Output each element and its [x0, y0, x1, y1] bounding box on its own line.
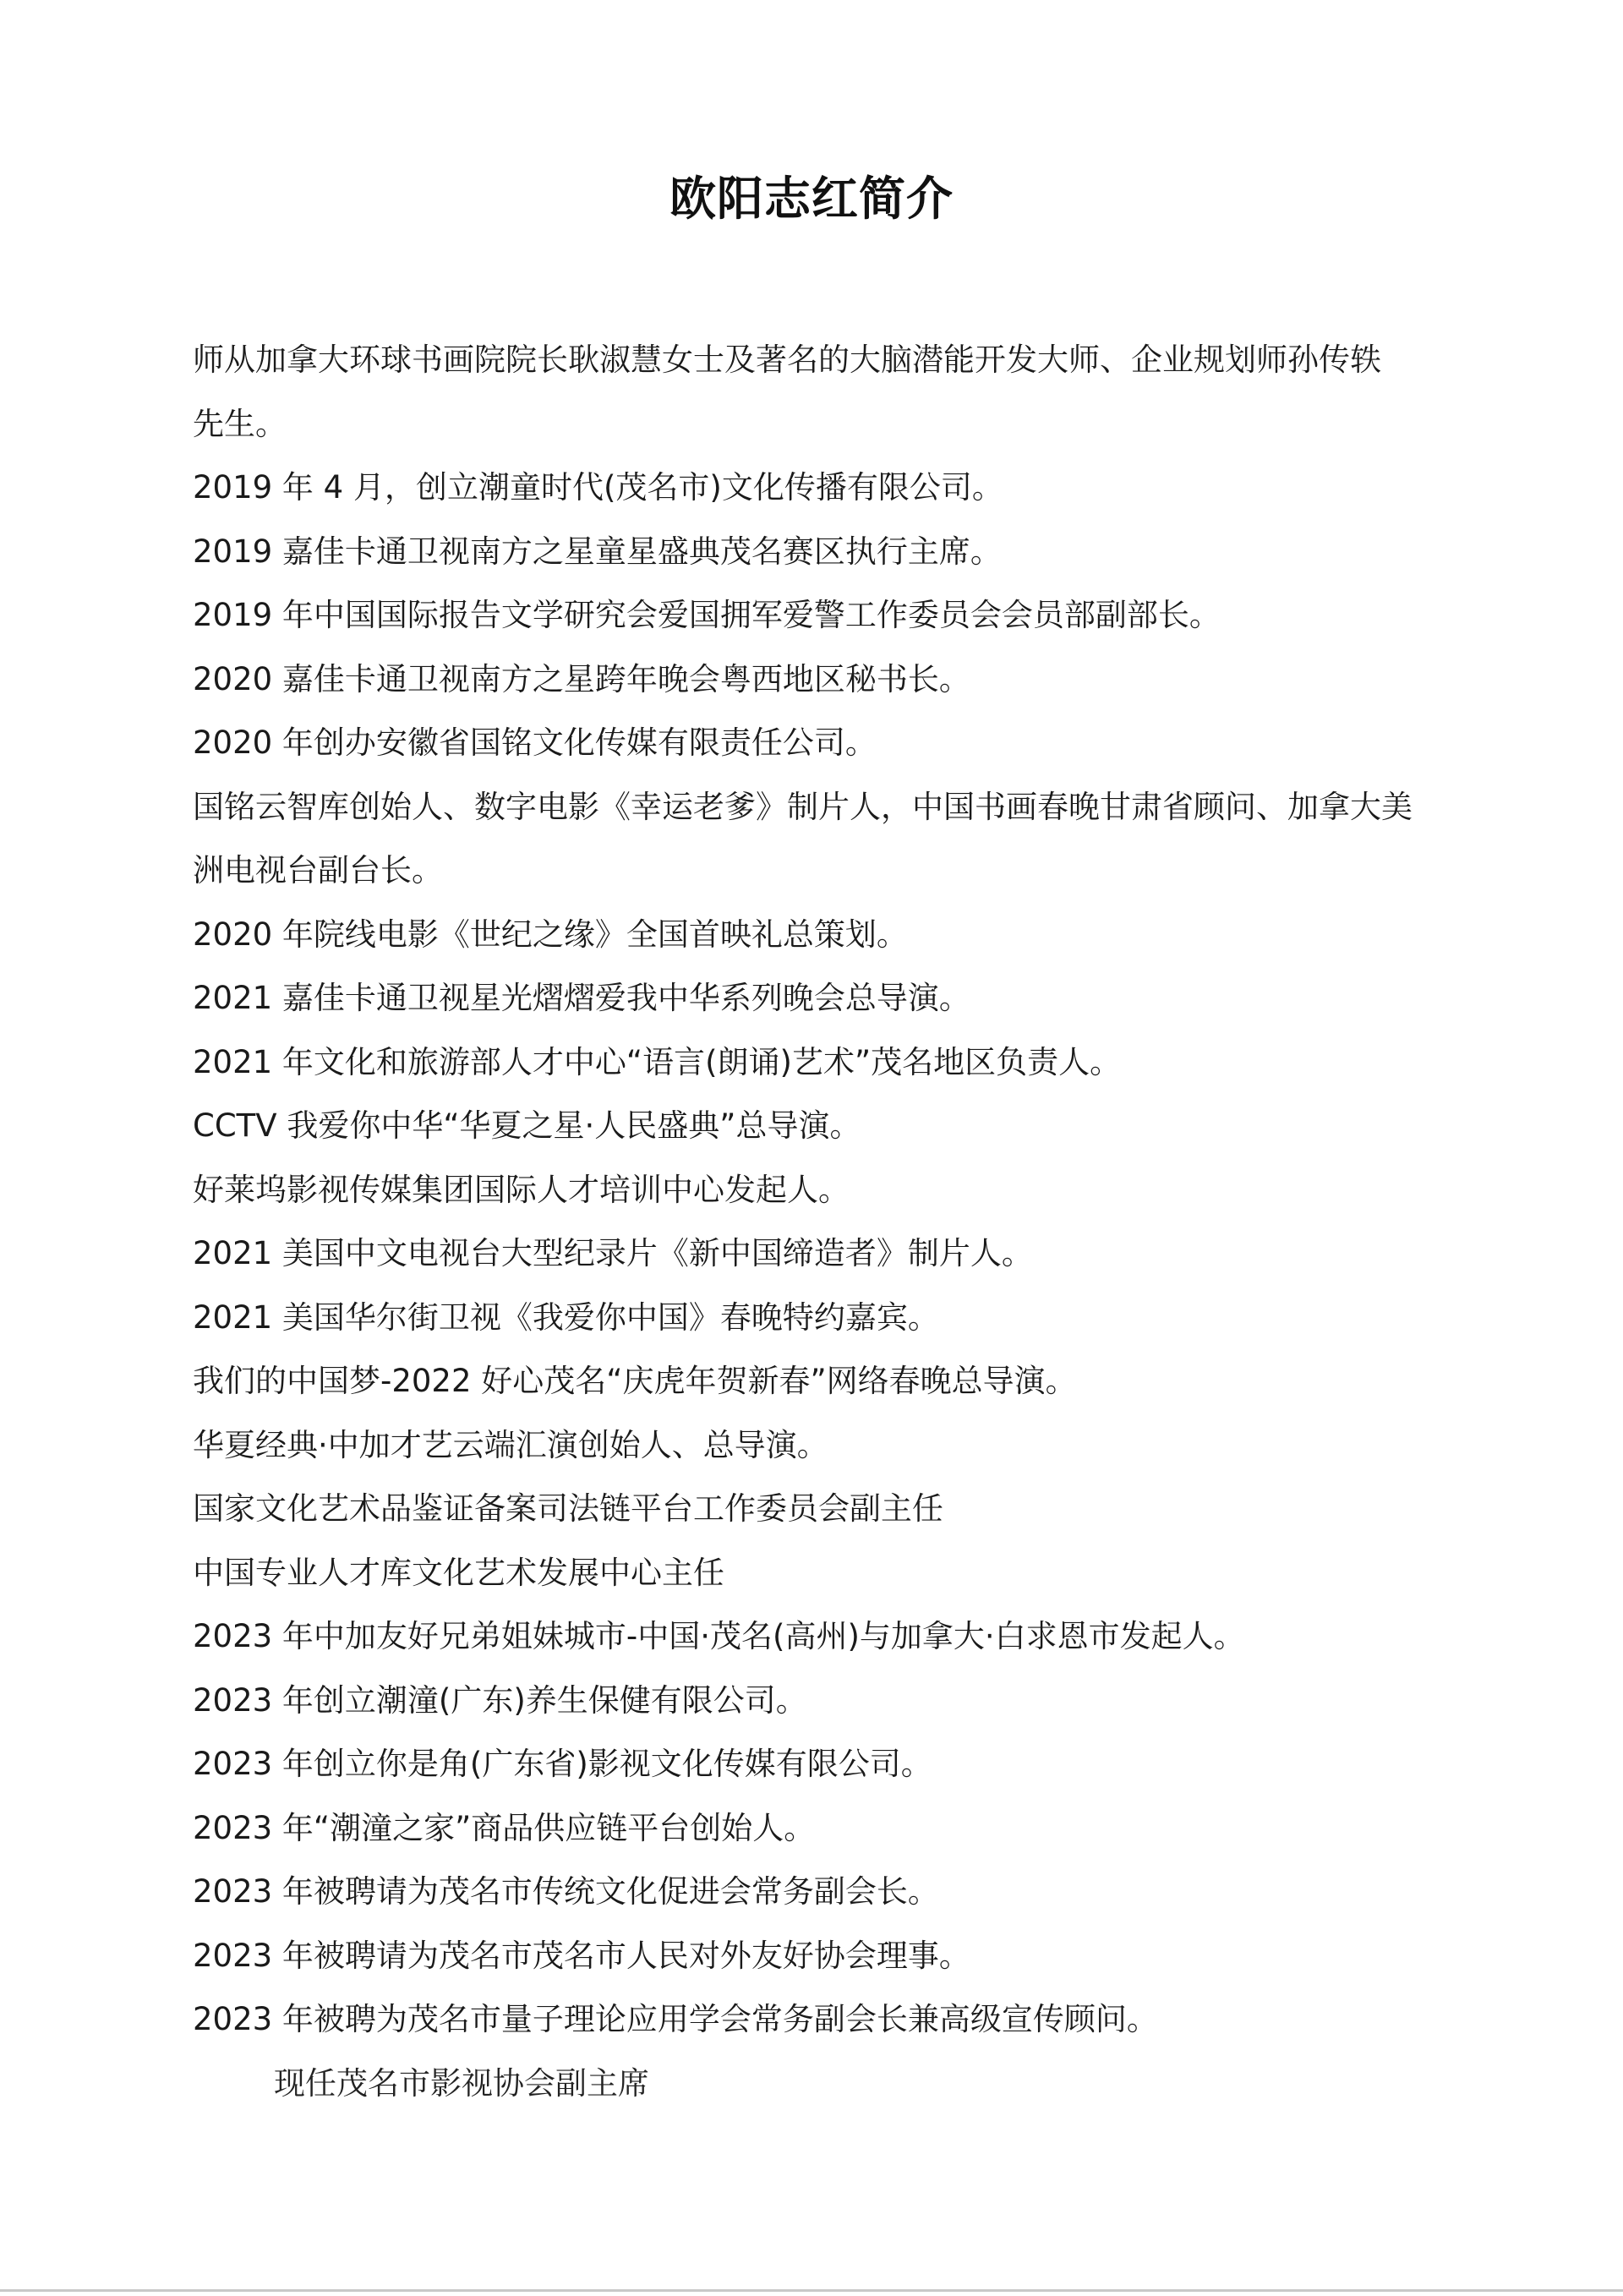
closing-line: 现任茂名市影视协会副主席	[274, 2064, 649, 2102]
text-line: 2021 美国中文电视台大型纪录片《新中国缔造者》制片人。	[193, 1235, 1033, 1271]
text-line: 2023 年中加友好兄弟姐妹城市-中国·茂名(高州)与加拿大·白求恩市发起人。	[193, 1618, 1245, 1654]
text-line: 2021 嘉佳卡通卫视星光熠熠爱我中华系列晚会总导演。	[193, 980, 970, 1016]
text-line: 华夏经典·中加才艺云端汇演创始人、总导演。	[193, 1426, 828, 1463]
text-line: 2021 年文化和旅游部人才中心“语言(朗诵)艺术”茂名地区负责人。	[193, 1043, 1122, 1080]
text-line: 2021 美国华尔街卫视《我爱你中国》春晚特约嘉宾。	[193, 1298, 939, 1336]
text-line: 国铭云智库创始人、数字电影《幸运老爹》制片人，中国书画春晚甘肃省顾问、加拿大美	[193, 788, 1413, 825]
text-line: 洲电视台副台长。	[193, 852, 443, 888]
text-line: 2023 年被聘请为茂名市茂名市人民对外友好协会理事。	[193, 1937, 970, 1974]
text-line: 2019 年 4 月，创立潮童时代(茂名市)文化传播有限公司。	[193, 469, 1003, 506]
text-line: 2023 年创立潮潼(广东)养生保健有限公司。	[193, 1681, 807, 1719]
text-line: 2019 嘉佳卡通卫视南方之星童星盛典茂名赛区执行主席。	[193, 533, 1002, 570]
text-line: 2019 年中国国际报告文学研究会爱国拥军爱警工作委员会会员部副部长。	[193, 597, 1221, 633]
text-line: 好莱坞影视传媒集团国际人才培训中心发起人。	[193, 1171, 850, 1208]
text-line: 2020 年院线电影《世纪之缘》全国首映礼总策划。	[193, 916, 908, 953]
text-line: 2020 年创办安徽省国铭文化传媒有限责任公司。	[193, 724, 877, 761]
text-line: 2023 年被聘为茂名市量子理论应用学会常务副会长兼高级宣传顾问。	[193, 2001, 1158, 2037]
document-body	[193, 328, 1444, 2115]
text-line: 2023 年创立你是角(广东省)影视文化传媒有限公司。	[193, 1746, 932, 1782]
text-line: 师从加拿大环球书画院院长耿淑慧女士及著名的大脑潜能开发大师、企业规划师孙传轶	[193, 342, 1381, 378]
text-line: 2020 嘉佳卡通卫视南方之星跨年晚会粤西地区秘书长。	[193, 660, 970, 697]
text-line: CCTV 我爱你中华“华夏之星·人民盛典”总导演。	[193, 1107, 861, 1144]
page-title: 欧阳志红简介	[669, 172, 954, 226]
text-line: 2023 年“潮潼之家”商品供应链平台创始人。	[193, 1809, 816, 1846]
text-line: 国家文化艺术品鉴证备案司法链平台工作委员会副主任	[193, 1490, 943, 1527]
text-line: 2023 年被聘请为茂名市传统文化促进会常务副会长。	[193, 1873, 939, 1910]
text-line: 我们的中国梦-2022 好心茂名“庆虎年贺新春”网络春晚总导演。	[193, 1363, 1077, 1399]
text-line: 先生。	[193, 405, 287, 442]
text-line: 中国专业人才库文化艺术发展中心主任	[193, 1554, 724, 1591]
page-bottom-divider	[0, 2289, 1623, 2292]
